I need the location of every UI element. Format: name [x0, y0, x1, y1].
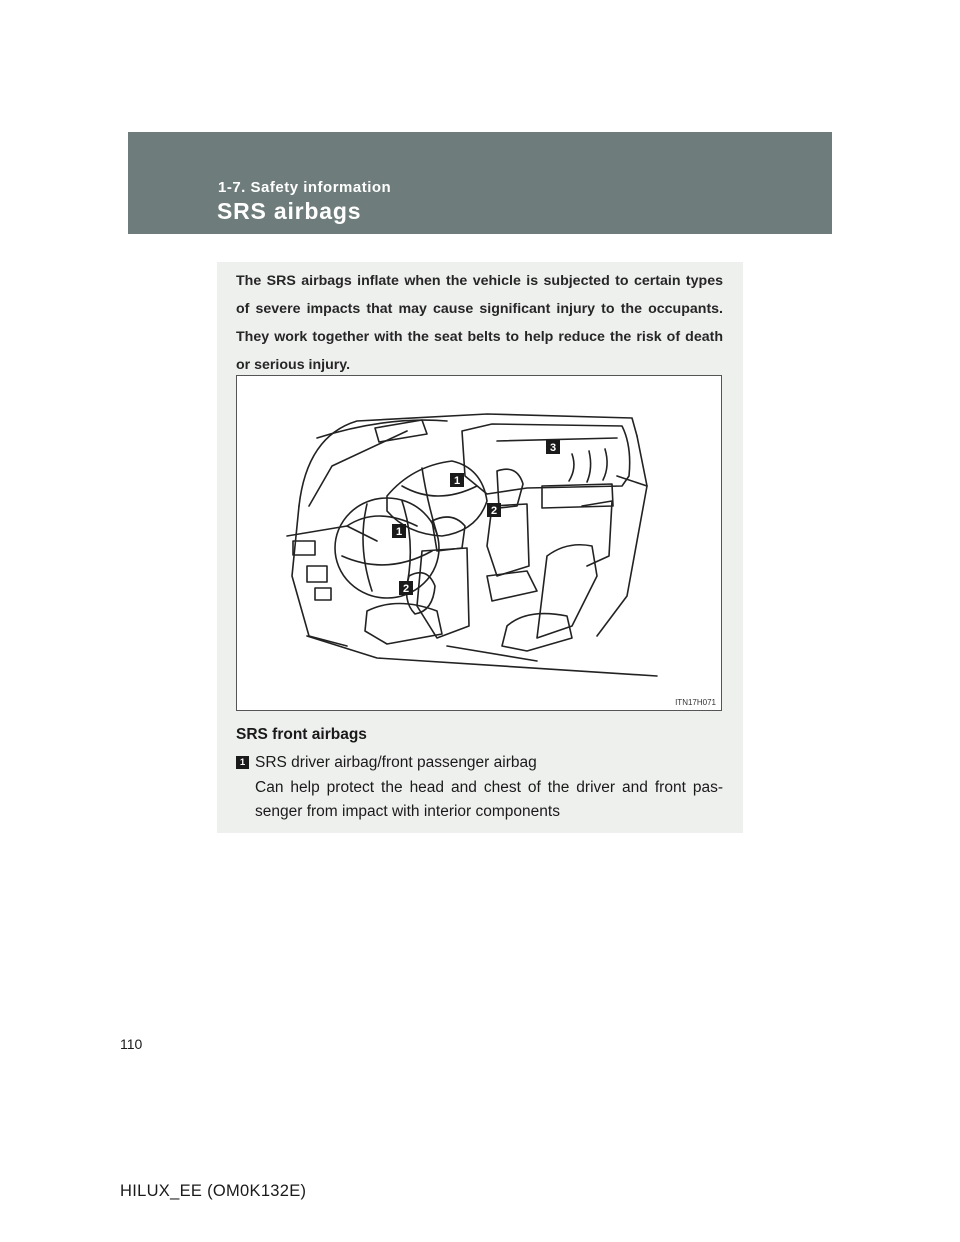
callout-2-upper	[487, 503, 501, 517]
callout-3	[546, 440, 560, 454]
svg-text:2: 2	[491, 505, 498, 517]
page-number: 110	[120, 1036, 143, 1052]
vehicle-interior-drawing	[237, 376, 721, 710]
item-title: SRS driver airbag/front passenger airbag	[255, 754, 537, 771]
item-description: Can help protect the head and chest of the driver and front pas-senger from impact with interior components	[255, 779, 723, 820]
item-number-badge: 1	[236, 756, 249, 769]
page-title: SRS airbags	[217, 198, 362, 224]
callout-1-lower	[392, 524, 406, 538]
svg-text:2: 2	[403, 583, 410, 595]
section-label: 1-7. Safety information	[218, 179, 392, 196]
content-box	[217, 262, 743, 833]
section-header-bar	[128, 132, 832, 234]
svg-text:3: 3	[550, 442, 557, 454]
airbag-illustration	[236, 375, 722, 711]
svg-text:1: 1	[454, 475, 461, 487]
svg-text:1: 1	[396, 526, 403, 538]
intro-paragraph: The SRS airbags inflate when the vehicle is subjected to certain types of severe impacts that may cause significant injury to the occupants. They work together with the seat belts to help reduce the risk of death or serious injury.	[236, 273, 723, 373]
callout-1-upper	[450, 473, 464, 487]
callout-2-lower	[399, 581, 413, 595]
footer-manual-code: HILUX_EE (OM0K132E)	[120, 1182, 307, 1200]
front-airbags-heading: SRS front airbags	[236, 726, 367, 743]
callout-labels	[392, 440, 560, 595]
figure-code: ITN17H071	[675, 698, 716, 707]
